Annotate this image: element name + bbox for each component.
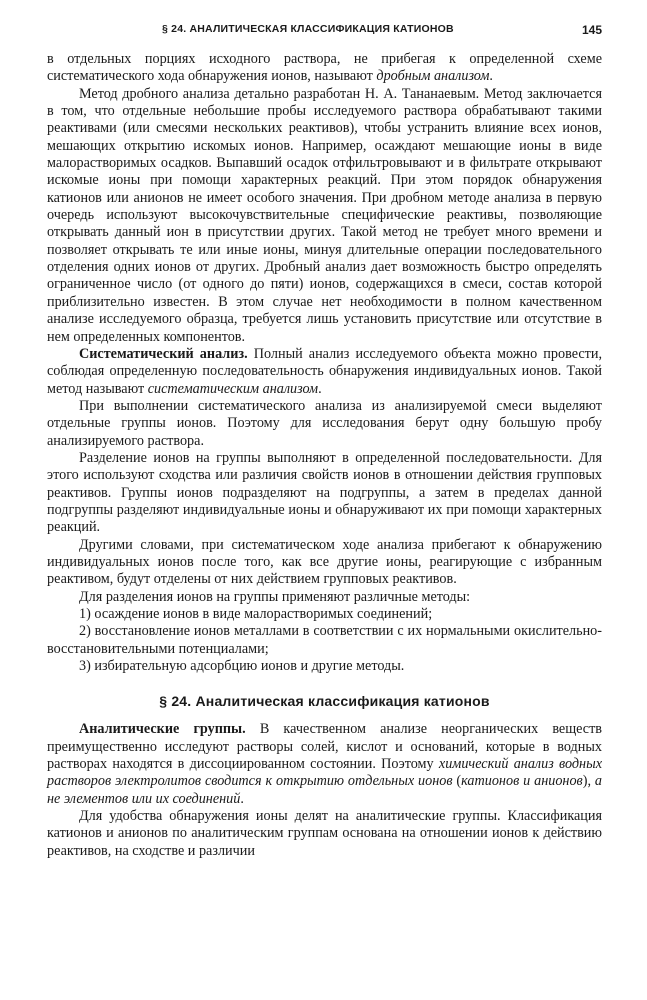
paragraph: Разделение ионов на группы выполняют в определенной последовательности. Для этого используют сходства или различия свойств ионов в отношении действия групповых реактивов. Группы ионов подразделяют на подгруппы, а затем в пределах данной подгруппы разделяют индивидуальные ионы и обнаруживают их при помощи характерных реакций. — [47, 449, 602, 536]
section-heading: § 24. Аналитическая классификация катионов — [159, 693, 490, 710]
emphasis-italic: химический анализ водных растворов электролитов сводится к открытию отдельных ионов — [47, 756, 602, 790]
term-italic: дробным анализом — [376, 68, 490, 85]
run-in-heading: Систематический анализ. — [79, 345, 248, 362]
list-item: 3) избирательную адсорбцию ионов и другие методы. — [79, 658, 405, 675]
paragraph: Для удобства обнаружения ионы делят на аналитические группы. Классификация катионов и анионов по аналитическим группам основана на отношении ионов к действию реактивов, на сходстве и различии — [47, 808, 602, 859]
paragraph: Систематический анализ. Полный анализ исследуемого объекта можно провести, соблюдая определенную последовательность обнаружения индивидуальных ионов. Такой метод называют систематическим анализом. — [47, 345, 602, 397]
paragraph: Метод дробного анализа детально разработан Н. А. Тананаевым. Метод заключается в том, что отдельные небольшие пробы исследуемого раствора обрабатывают такими реактивами (или смесями нескольких реактивов), чтобы устранить влияние всех ионов, мешающих открытию искомых ионов. Например, осаждают мешающие ионы в виде малорастворимых осадков. Выпавший осадок отфильтровывают и в фильтрате открывают искомые ионы при помощи характерных реакций. При этом порядок обнаружения катионов или анионов не имеет особого значения. При дробном методе анализа в первую очередь используют высокочувствительные специфические реактивы, позволяющие открывать данный ион в присутствии других. Такой метод не требует много времени и позволяет открывать те или иные ионы, минуя длительные операции последовательного отделения одних ионов от других. Дробный анализ дает возможность быстро определять ограниченное число (от одного до пяти) ионов, содержащихся в смеси, состав которой приблизительно известен. В этом случае нет необходимости в полном качественном анализе исследуемого образца, требуется лишь установить присутствие или отсутствие в нем определенных компонентов. — [47, 85, 602, 345]
paragraph: При выполнении систематического анализа из анализируемой смеси выделяют отдельные группы ионов. Поэтому для исследования берут одну большую пробу анализируемого раствора. — [47, 397, 602, 449]
paragraph: в отдельных порциях исходного раствора, не прибегая к определенной схеме систематического хода обнаружения ионов, называют дробным анализом. — [47, 51, 602, 85]
run-in-heading: Аналитические группы. — [79, 721, 246, 738]
page-header — [47, 0, 602, 37]
emphasis-italic: а не элементов или их соединений — [47, 773, 602, 807]
emphasis-italic: катионов и анионов — [461, 773, 583, 790]
running-title: § 24. АНАЛИТИЧЕСКАЯ КЛАССИФИКАЦИЯ КАТИОНОВ — [162, 23, 454, 35]
list-item: 2) восстановление ионов металлами в соответствии с их нормальными окислительно-восстановительными потенциалами; — [47, 623, 602, 657]
page-body — [47, 51, 602, 860]
list-item: 1) осаждение ионов в виде малорастворимых соединений; — [79, 606, 433, 622]
page-number: 145 — [581, 23, 602, 37]
paragraph: Для разделения ионов на группы применяют различные методы: — [79, 588, 471, 605]
book-page — [47, 0, 602, 860]
paragraph: Другими словами, при систематическом ходе анализа прибегают к обнаружению индивидуальных ионов после того, как все другие ионы, реагирующие с избранным реактивом, будут отделены от них действием групповых реактивов. — [47, 536, 602, 588]
term-italic: систематическим анализом — [147, 380, 319, 397]
paragraph: Аналитические группы. В качественном анализе неорганических веществ преимущественно исследуют растворы солей, кислот и оснований, которые в водных растворах находятся в диссоциированном состоянии. Поэтому химический анализ водных растворов электролитов сводится к открытию отдельных ионов (катионов и анионов), а не элементов или их соединений. — [47, 721, 603, 807]
